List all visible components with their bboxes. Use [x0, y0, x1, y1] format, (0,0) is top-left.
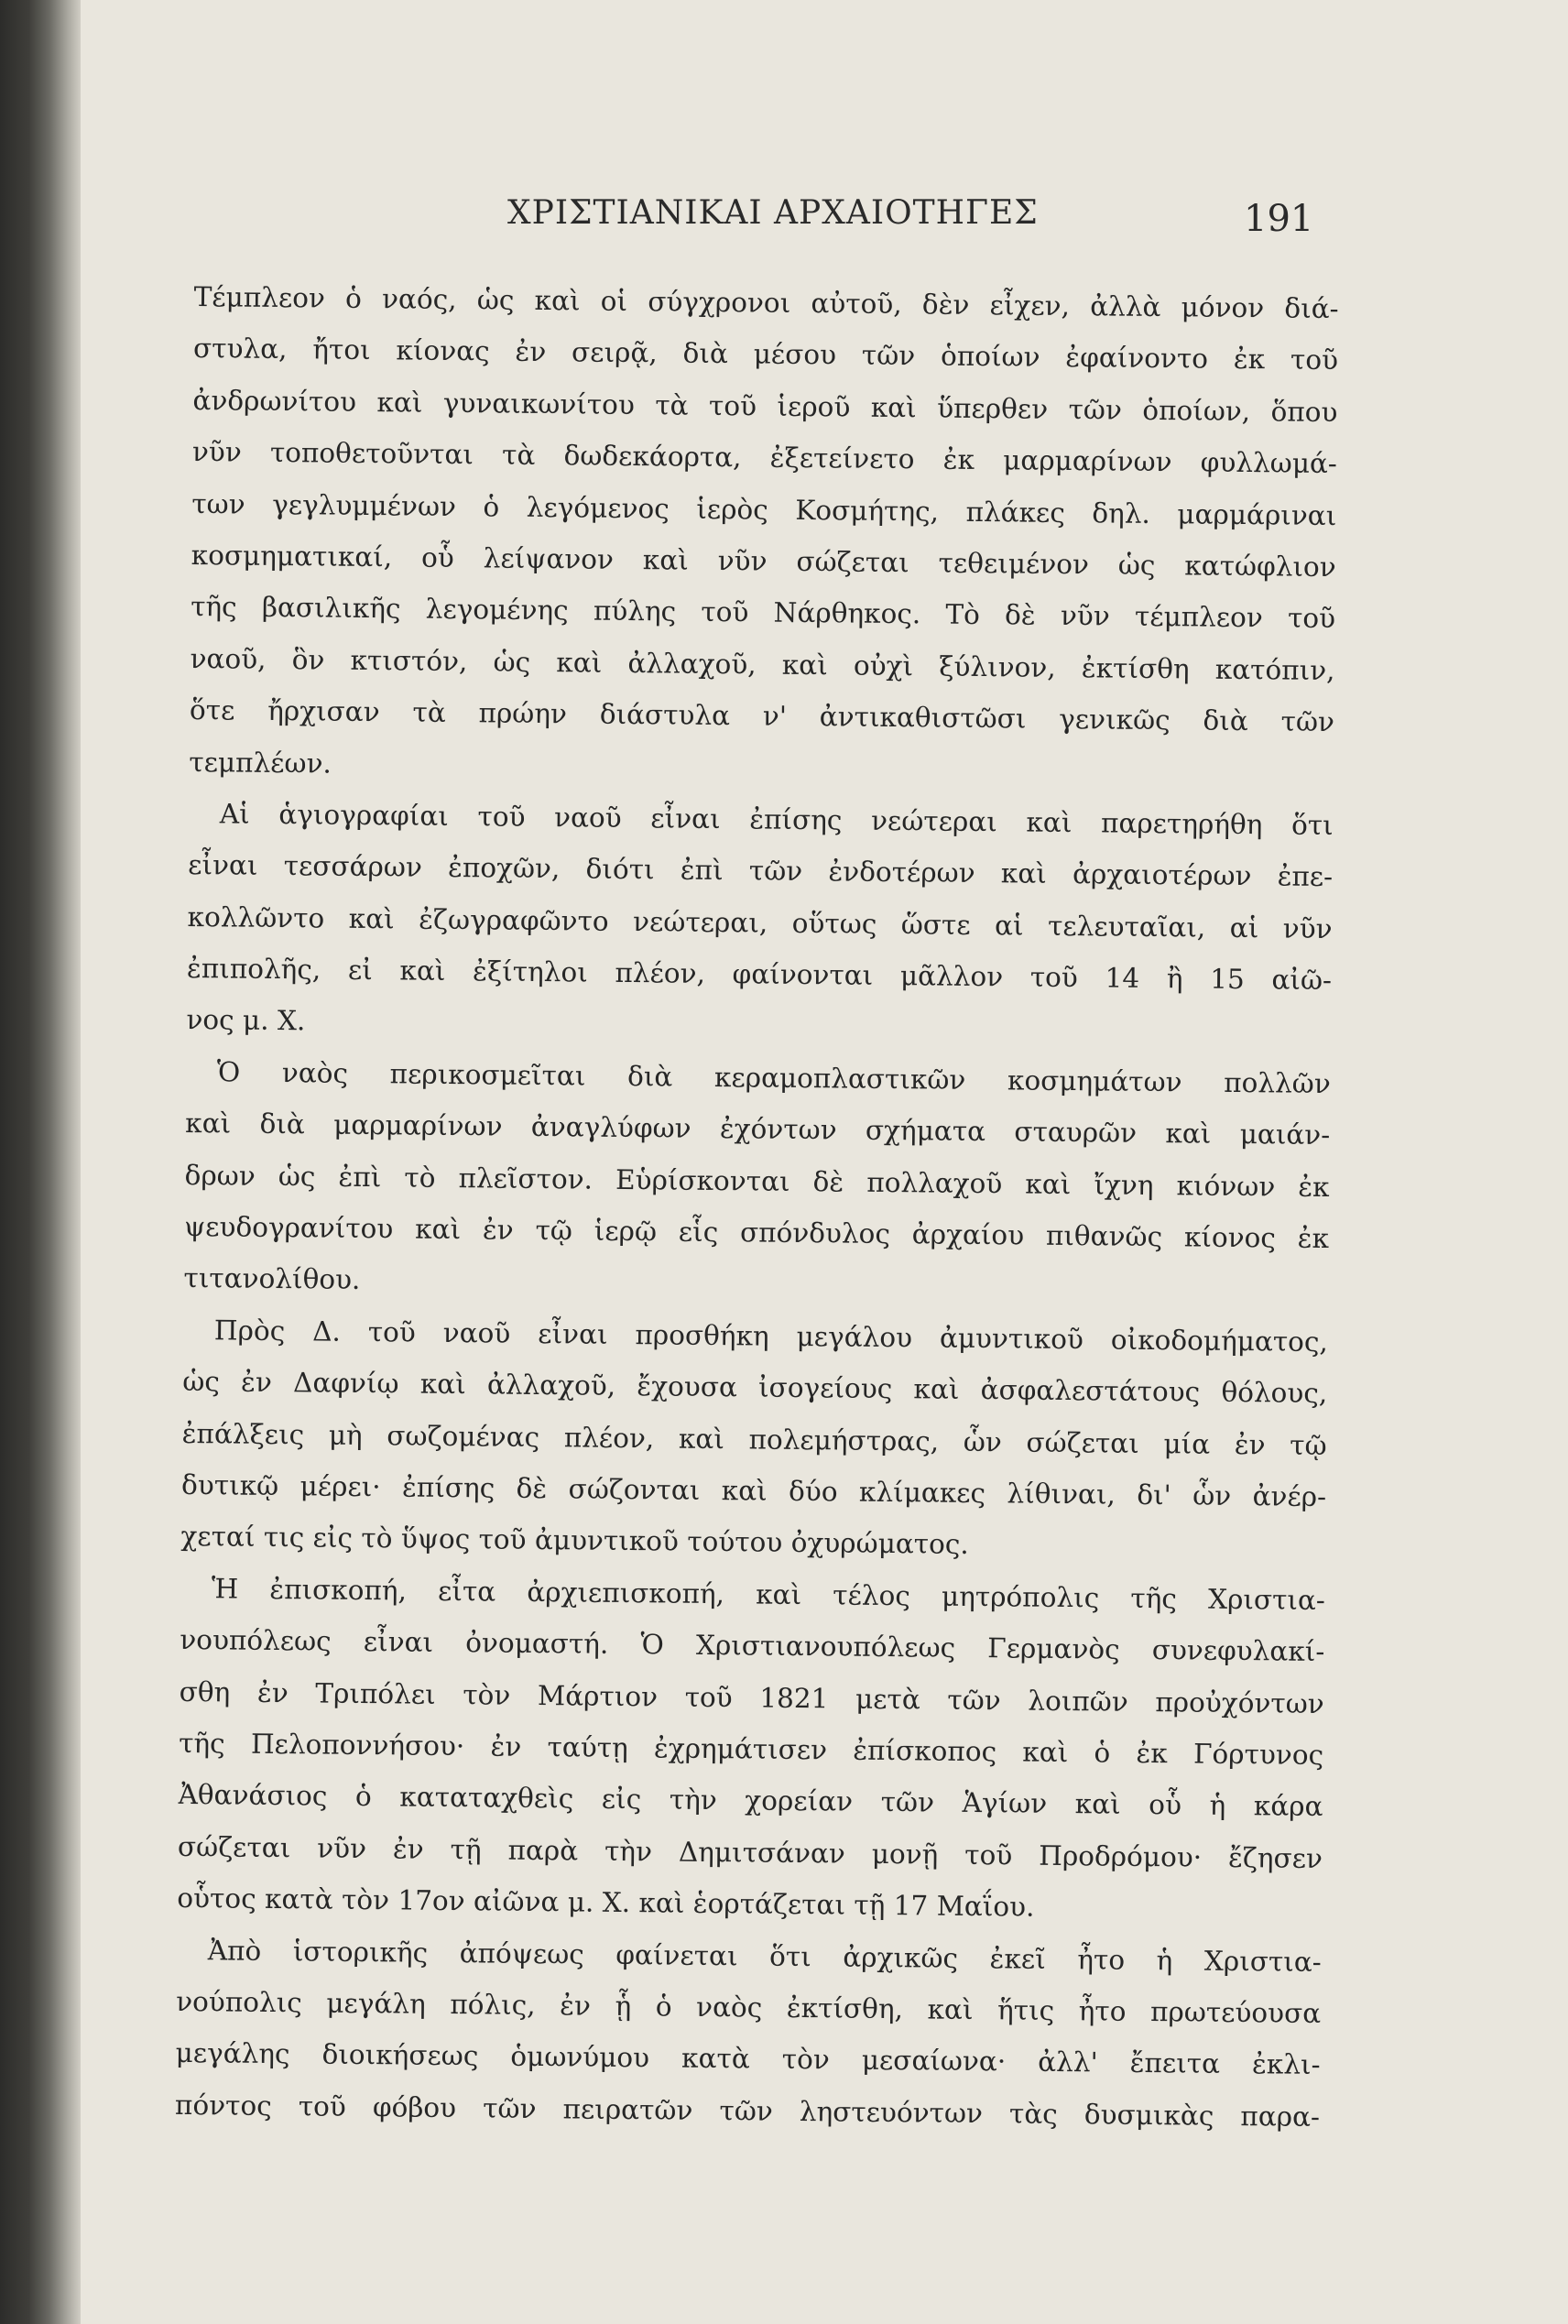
running-head: ΧΡΙΣΤΙΑΝΙΚΑΙ ΑΡΧΑΙΟΤΗΓΕΣ — [507, 194, 1039, 232]
text-line: Ἀθανάσιος ὁ καταταχθεὶς εἰς τὴν χορείαν τῶν Ἁγίων καὶ οὗ ἡ κάρα — [178, 1779, 1323, 1823]
text-line: οὗτος κατὰ τὸν 17ον αἰῶνα μ. Χ. καὶ ἑορτάζεται τῇ 17 Μαΐου. — [177, 1882, 1035, 1923]
text-line: δρων ὡς ἐπὶ τὸ πλεῖστον. Εὑρίσκονται δὲ πολλαχοῦ καὶ ἴχνη κιόνων ἐκ — [184, 1159, 1330, 1203]
text-line: νος μ. Χ. — [186, 1004, 306, 1037]
text-line: Ἡ ἐπισκοπή, εἶτα ἀρχιεπισκοπή, καὶ τέλος μητρόπολις τῆς Χριστια- — [211, 1573, 1326, 1616]
text-line: νῦν τοποθετοῦνται τὰ δωδεκάορτα, ἐξετείνετο ἐκ μαρμαρίνων φυλλωμά- — [191, 436, 1338, 480]
text-line: καὶ διὰ μαρμαρίνων ἀναγλύφων ἐχόντων σχήματα σταυρῶν καὶ μαιάν- — [185, 1107, 1331, 1151]
text-line: σώζεται νῦν ἐν τῇ παρὰ τὴν Δημιτσάναν μονῇ τοῦ Προδρόμου· ἔζησεν — [177, 1830, 1323, 1874]
text-line: ὅτε ἤρχισαν τὰ πρώην διάστυλα ν' ἀντικαθιστῶσι γενικῶς διὰ τῶν — [189, 694, 1335, 738]
text-line: εἶναι τεσσάρων ἐποχῶν, διότι ἐπὶ τῶν ἐνδοτέρων καὶ ἀρχαιοτέρων ἐπε- — [188, 849, 1334, 893]
text-line: Πρὸς Δ. τοῦ ναοῦ εἶναι προσθήκη μεγάλου ἀμυντικοῦ οἰκοδομήματος, — [213, 1315, 1329, 1358]
text-line: κολλῶντο καὶ ἐζωγραφῶντο νεώτεραι, οὕτως ὥστε αἱ τελευταῖαι, αἱ νῦν — [187, 900, 1333, 944]
body-text — [175, 271, 1339, 2143]
text-line: δυτικῷ μέρει· ἐπίσης δὲ σώζονται καὶ δύο κλίμακες λίθιναι, δι' ὧν ἀνέρ- — [180, 1468, 1327, 1513]
text-line: τῆς Πελοποννήσου· ἐν ταύτῃ ἐχρημάτισεν ἐπίσκοπος καὶ ὁ ἐκ Γόρτυνος — [178, 1727, 1324, 1771]
text-line: κοσμηματικαί, οὗ λείψανον καὶ νῦν σώζεται τεθειμένον ὡς κατώφλιον — [191, 539, 1336, 584]
page-header — [81, 194, 1568, 249]
text-line: στυλα, ἤτοι κίονας ἐν σειρᾷ, διὰ μέσου τῶν ὁποίων ἐφαίνοντο ἐκ τοῦ — [192, 333, 1339, 376]
text-line: ὡς ἐν Δαφνίῳ καὶ ἀλλαχοῦ, ἔχουσα ἰσογείους καὶ ἀσφαλεστάτους θόλους, — [182, 1366, 1328, 1410]
text-line: Αἱ ἁγιογραφίαι τοῦ ναοῦ εἶναι ἐπίσης νεώτεραι καὶ παρετηρήθη ὅτι — [219, 798, 1334, 841]
text-line: τεμπλέων. — [189, 746, 332, 780]
text-line: σθη ἐν Τριπόλει τὸν Μάρτιον τοῦ 1821 μετὰ τῶν λοιπῶν προὐχόντων — [179, 1675, 1324, 1719]
text-line: τῆς βασιλικῆς λεγομένης πύλης τοῦ Νάρθηκος. Τὸ δὲ νῦν τέμπλεον τοῦ — [190, 591, 1336, 635]
text-line: των γεγλυμμένων ὁ λεγόμενος ἱερὸς Κοσμήτης, πλάκες δηλ. μαρμάριναι — [191, 487, 1337, 531]
page-number: 191 — [1244, 198, 1314, 240]
text-line: ἀνδρωνίτου καὶ γυναικωνίτου τὰ τοῦ ἱεροῦ καὶ ὕπερθεν τῶν ὁποίων, ὅπου — [192, 384, 1338, 428]
book-page — [81, 0, 1568, 2324]
scan-binding-shadow — [0, 0, 82, 2324]
text-line: τιτανολίθου. — [183, 1262, 361, 1296]
text-line: ἐπάλξεις μὴ σωζομένας πλέον, καὶ πολεμήστρας, ὧν σώζεται μία ἐν τῷ — [181, 1417, 1327, 1461]
text-line: Ἀπὸ ἱστορικῆς ἀπόψεως φαίνεται ὅτι ἀρχικῶς ἐκεῖ ἦτο ἡ Χριστια- — [207, 1934, 1322, 1978]
text-line: πόντος τοῦ φόβου τῶν πειρατῶν τῶν ληστευόντων τὰς δυσμικὰς παρα- — [174, 2089, 1321, 2133]
text-line: ψευδογρανίτου καὶ ἐν τῷ ἱερῷ εἷς σπόνδυλος ἀρχαίου πιθανῶς κίονος ἐκ — [183, 1210, 1330, 1255]
text-line: Ὁ ναὸς περικοσμεῖται διὰ κεραμοπλαστικῶν κοσμημάτων πολλῶν — [216, 1056, 1331, 1099]
text-line: Τέμπλεον ὁ ναός, ὡς καὶ οἱ σύγχρονοι αὐτοῦ, δὲν εἶχεν, ἀλλὰ μόνον διά- — [193, 280, 1339, 325]
text-line: νουπόλεως εἶναι ὀνομαστή. Ὁ Χριστιανουπόλεως Γερμανὸς συνεφυλακί- — [180, 1624, 1325, 1668]
text-line: ναοῦ, ὃν κτιστόν, ὡς καὶ ἀλλαχοῦ, καὶ οὐχὶ ξύλινον, ἐκτίσθη κατόπιν, — [190, 642, 1335, 686]
text-line: ἐπιπολῆς, εἰ καὶ ἐξίτηλοι πλέον, φαίνονται μᾶλλον τοῦ 14 ἢ 15 αἰῶ- — [186, 953, 1333, 997]
text-line: χεταί τις εἰς τὸ ὕψος τοῦ ἀμυντικοῦ τούτου ὀχυρώματος. — [180, 1521, 969, 1561]
text-line: μεγάλης διοικήσεως ὁμωνύμου κατὰ τὸν μεσαίωνα· ἀλλ' ἔπειτα ἐκλι- — [175, 2037, 1321, 2081]
text-line: νούπολις μεγάλη πόλις, ἐν ᾗ ὁ ναὸς ἐκτίσθη, καὶ ἥτις ἦτο πρωτεύουσα — [176, 1985, 1322, 2029]
